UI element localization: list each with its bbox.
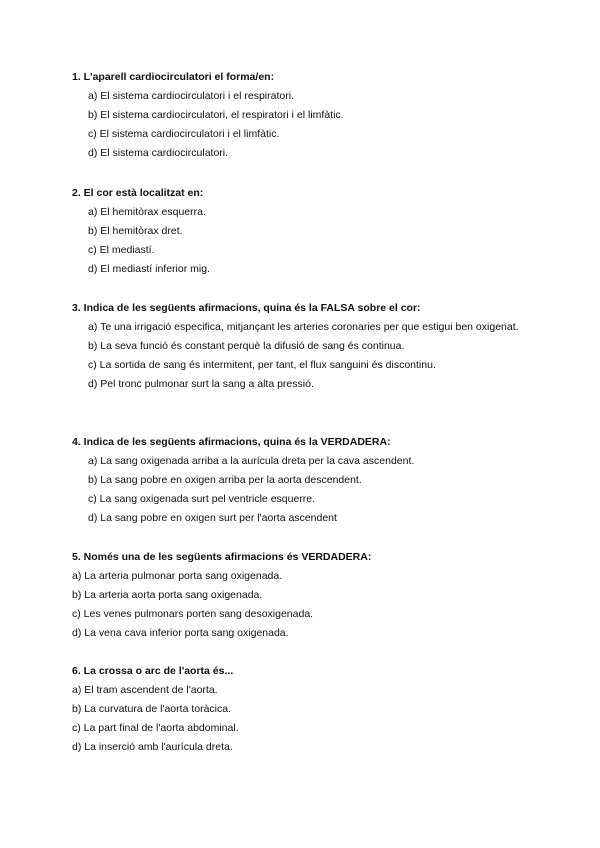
question-3-option-c: c) La sortida de sang és intermitent, per tant, el flux sanguini és discontinu.	[88, 359, 436, 371]
question-5-option-c: c) Les venes pulmonars porten sang desoxigenada.	[72, 608, 314, 620]
question-6	[72, 662, 527, 757]
question-3	[72, 299, 527, 394]
question-3-option-d: d) Pel tronc pulmonar surt la sang a alta pressió.	[88, 378, 314, 390]
question-4	[72, 433, 527, 528]
question-5-option-b: b) La arteria aorta porta sang oxigenada.	[72, 589, 263, 601]
question-6-options	[72, 681, 527, 757]
question-6-title: 6. La crossa o arc de l'aorta és...	[72, 665, 234, 677]
question-1	[72, 68, 527, 163]
question-4-title: 4. Indica de les següents afirmacions, quina és la VERDADERA:	[72, 436, 391, 448]
question-5-option-d: d) La vena cava inferior porta sang oxigenada.	[72, 627, 289, 639]
question-1-option-a: a) El sistema cardiocirculatori i el respiratori.	[88, 90, 294, 102]
question-1-option-c: c) El sistema cardiocirculatori i el limfàtic.	[88, 128, 280, 140]
question-1-option-d: d) El sistema cardiocirculatori.	[88, 147, 229, 159]
question-2-options	[72, 203, 527, 279]
question-1-options	[72, 87, 527, 163]
question-6-option-d: d) La inserció amb l'aurícula dreta.	[72, 741, 233, 753]
question-2-title: 2. El cor està localitzat en:	[72, 187, 204, 199]
question-2-option-d: d) El mediastí inferior mig.	[88, 263, 210, 275]
question-3-option-a: a) Te una irrigació especifica, mitjançant les arteries coronaries per que estigui ben oxigenat.	[88, 321, 519, 333]
question-1-option-b: b) El sistema cardiocirculatori, el respiratori i el limfàtic.	[88, 109, 344, 121]
question-2	[72, 184, 527, 279]
question-5-title: 5. Només una de les següents afirmacions és VERDADERA:	[72, 551, 372, 563]
question-4-option-d: d) La sang pobre en oxigen surt per l'aorta ascendent	[88, 512, 337, 524]
question-5-options	[72, 567, 527, 643]
question-3-option-b: b) La seva funció és constant perquè la difusió de sang és continua.	[88, 340, 405, 352]
question-3-title: 3. Indica de les següents afirmacions, quina és la FALSA sobre el cor:	[72, 302, 421, 314]
question-2-option-a: a) El hemitòrax esquerra.	[88, 206, 206, 218]
question-2-option-b: b) El hemitòrax dret.	[88, 225, 183, 237]
question-4-option-a: a) La sang oxigenada arriba a la aurícula dreta per la cava ascendent.	[88, 455, 415, 467]
question-4-option-b: b) La sang pobre en oxigen arriba per la aorta descendent.	[88, 474, 362, 486]
question-6-option-a: a) El tram ascendent de l'aorta.	[72, 684, 218, 696]
question-6-option-b: b) La curvatura de l'aorta toràcica.	[72, 703, 232, 715]
question-3-options	[72, 318, 527, 394]
question-5-option-a: a) La arteria pulmonar porta sang oxigenada.	[72, 570, 283, 582]
question-4-options	[72, 452, 527, 528]
question-5	[72, 548, 527, 643]
question-4-option-c: c) La sang oxigenada surt pel ventricle esquerre.	[88, 493, 316, 505]
question-6-option-c: c) La part final de l'aorta abdominal.	[72, 722, 239, 734]
question-1-title: 1. L'aparell cardiocirculatori el forma/en:	[72, 71, 275, 83]
question-2-option-c: c) El mediastí.	[88, 244, 155, 256]
